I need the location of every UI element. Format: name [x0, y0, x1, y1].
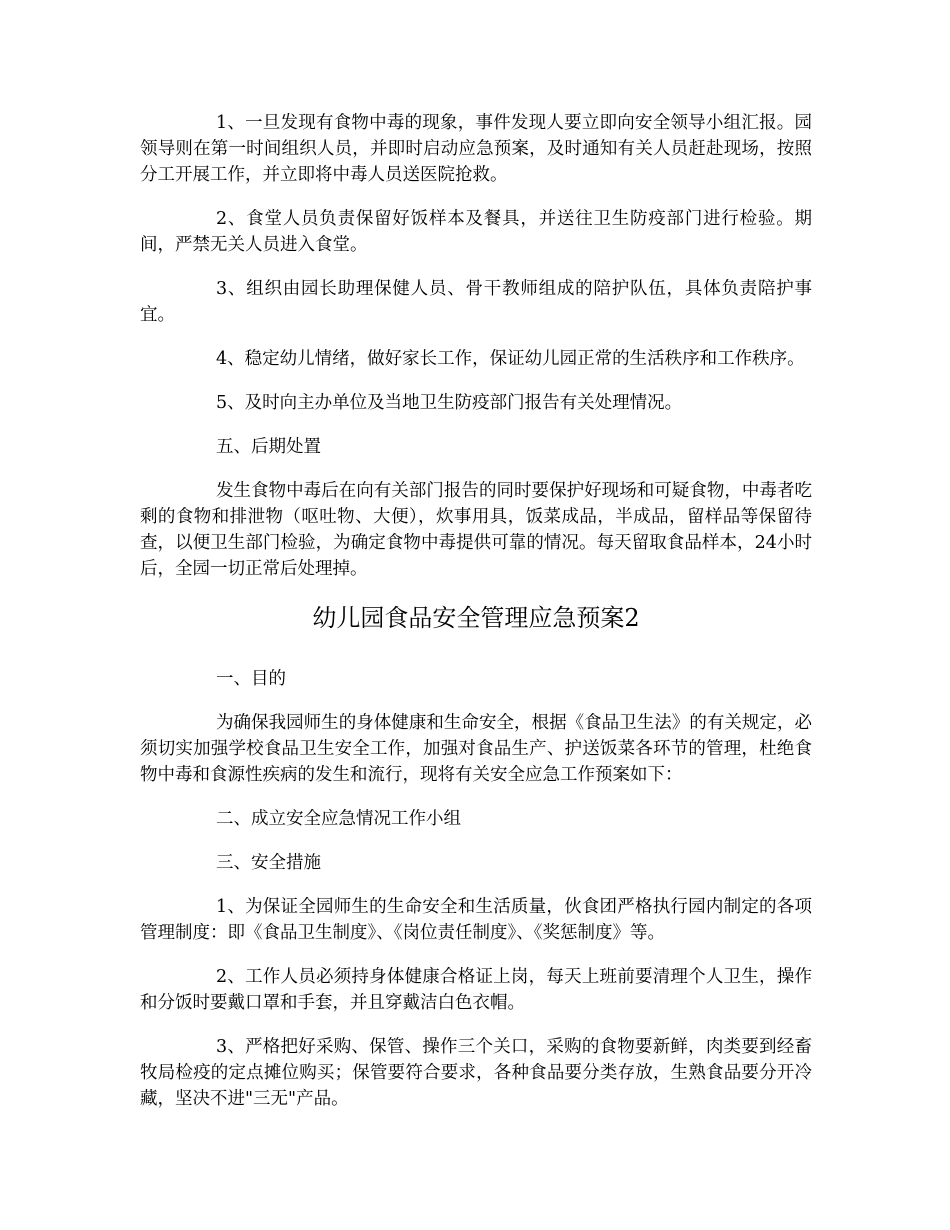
section-heading-working-group: 二、成立安全应急情况工作小组 [216, 809, 461, 829]
paragraph-aftermath-detail: 发生食物中毒后在向有关部门报告的同时要保护好现场和可疑食物，中毒者吃剩的食物和排泄物（呕吐物、大便），炊事用具，饭菜成品，半成品，留样品等保留待查，以便卫生部门检验，为确定食物中毒提供可靠的情况。每天留取食品样本，24小时后，全园一切正常后处理掉。 [140, 481, 812, 579]
paragraph-purpose-detail: 为确保我园师生的身体健康和生命安全，根据《食品卫生法》的有关规定，必须切实加强学校食品卫生安全工作，加强对食品生产、护送饭菜各环节的管理，杜绝食物中毒和食源性疾病的发生和流行，现将有关安全应急工作预案如下： [140, 713, 812, 785]
paragraph-stabilize-children: 4、稳定幼儿情绪，做好家长工作，保证幼儿园正常的生活秩序和工作秩序。 [216, 349, 805, 369]
document-title: 幼儿园食品安全管理应急预案2 [312, 604, 640, 632]
paragraph-management-rules: 1、为保证全园师生的生命安全和生活质量，伙食团严格执行园内制定的各项管理制度：即《食品卫生制度》、《岗位责任制度》、《奖惩制度》等。 [140, 897, 812, 943]
section-heading-purpose: 一、目的 [216, 669, 286, 689]
section-heading-safety-measures: 三、安全措施 [216, 853, 321, 873]
paragraph-canteen-samples: 2、食堂人员负责保留好饭样本及餐具，并送往卫生防疫部门进行检验。期间，严禁无关人员进入食堂。 [140, 209, 812, 255]
paragraph-procurement-storage: 3、严格把好采购、保管、操作三个关口，采购的食物要新鲜，肉类要到经畜牧局检疫的定点摊位购买；保管要符合要求，各种食品要分类存放，生熟食品要分开冷藏，坚决不进"三无"产品。 [140, 1037, 812, 1109]
section-heading-aftermath: 五、后期处置 [216, 437, 321, 457]
paragraph-emergency-report: 1、一旦发现有食物中毒的现象，事件发现人要立即向安全领导小组汇报。园领导则在第一时间组织人员，并即时启动应急预案，及时通知有关人员赶赴现场，按照分工开展工作，并立即将中毒人员送医院抢救。 [140, 113, 812, 185]
paragraph-escort-team: 3、组织由园长助理保健人员、骨干教师组成的陪护队伍，具体负责陪护事宜。 [140, 279, 812, 325]
document-body [140, 110, 812, 1130]
paragraph-staff-health: 2、工作人员必须持身体健康合格证上岗，每天上班前要清理个人卫生，操作和分饭时要戴口罩和手套，并且穿戴洁白色衣帽。 [140, 967, 812, 1013]
paragraph-report-authorities: 5、及时向主办单位及当地卫生防疫部门报告有关处理情况。 [216, 393, 683, 413]
